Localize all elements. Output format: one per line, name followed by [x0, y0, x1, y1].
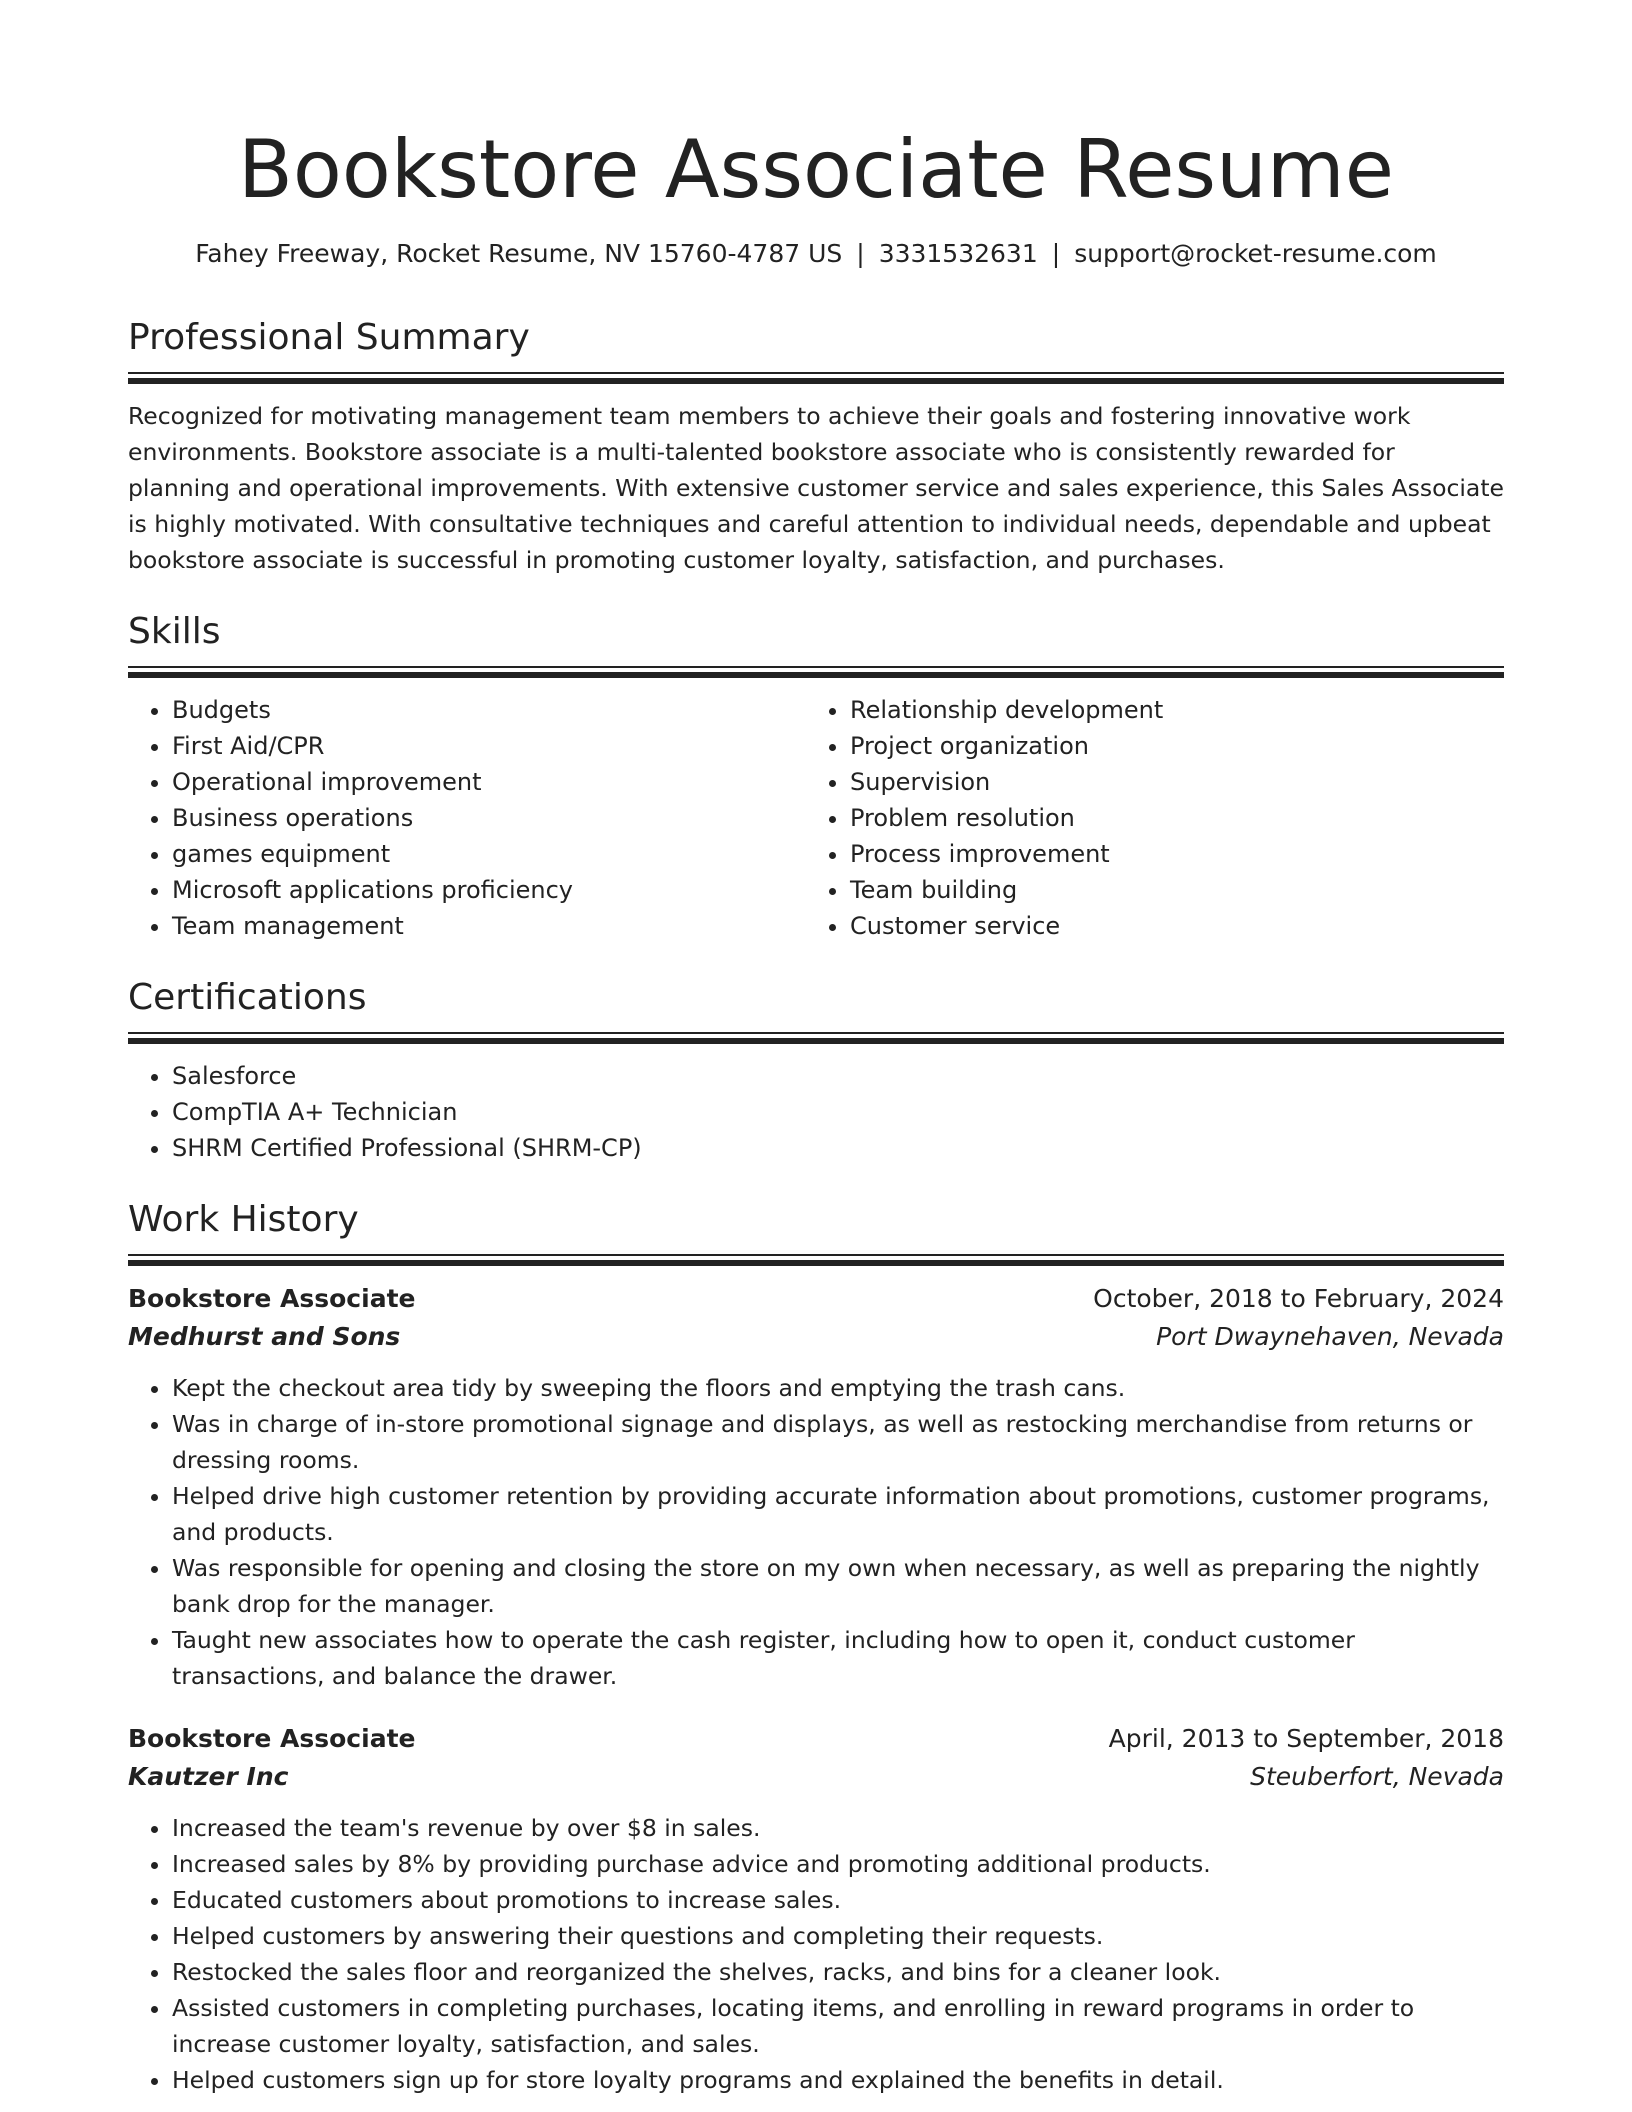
section-heading-summary: Professional Summary: [128, 317, 530, 358]
skill-item: • Project organization: [850, 728, 1484, 764]
job-title: Bookstore Associate: [128, 1284, 416, 1313]
skill-item: • Relationship development: [850, 692, 1484, 728]
section-heading-skills: Skills: [128, 611, 221, 652]
skill-item: • Business operations: [172, 800, 806, 836]
page-title: Bookstore Associate Resume: [238, 123, 1394, 216]
contact-phone: 3331532631: [878, 239, 1038, 268]
resume-page: [128, 116, 1504, 2098]
skill-item: • Budgets: [172, 692, 806, 728]
skills-column-right: [806, 692, 1484, 944]
contact-separator: |: [856, 239, 865, 268]
skill-item: • Supervision: [850, 764, 1484, 800]
section-heading-certifications: Certifications: [128, 977, 367, 1018]
section-divider: [128, 1032, 1504, 1044]
job-dates: October, 2018 to February, 2024: [1093, 1284, 1504, 1313]
certification-item: • SHRM Certified Professional (SHRM-CP): [172, 1130, 1504, 1166]
certifications-section: [128, 974, 1504, 1166]
job-entry: [128, 1280, 1504, 1694]
contact-line: [128, 236, 1504, 272]
section-divider: [128, 666, 1504, 678]
skills-section: [128, 608, 1504, 944]
skill-item: • Operational improvement: [172, 764, 806, 800]
job-bullet: • Increased sales by 8% by providing purchase advice and promoting additional products.: [172, 1846, 1504, 1882]
summary-text: Recognized for motivating management team members to achieve their goals and fostering innovative work environments. Bookstore associate is a multi-talented bookstore associate who is consistently rewarded for planning and operational improvements. With extensive customer service and sales experience, this Sales Associate is highly motivated. With consultative techniques and careful attention to individual needs, dependable and upbeat bookstore associate is successful in promoting customer loyalty, satisfaction, and purchases.: [128, 402, 1505, 574]
contact-address: Fahey Freeway, Rocket Resume, NV 15760-4787 US: [195, 239, 843, 268]
job-dates: April, 2013 to September, 2018: [1108, 1724, 1504, 1753]
certification-item: • Salesforce: [172, 1058, 1504, 1094]
skill-item: • Customer service: [850, 908, 1484, 944]
work-history-section: [128, 1196, 1504, 2098]
skill-item: • First Aid/CPR: [172, 728, 806, 764]
skills-column-left: [128, 692, 806, 944]
job-entry: [128, 1720, 1504, 2098]
section-heading-work-history: Work History: [128, 1199, 359, 1240]
job-location: Steuberfort, Nevada: [1250, 1762, 1504, 1791]
job-bullet: • Helped drive high customer retention by providing accurate information about promotions, customer programs, and products.: [172, 1478, 1504, 1550]
job-company: Medhurst and Sons: [128, 1322, 401, 1351]
job-bullet: • Restocked the sales floor and reorganized the shelves, racks, and bins for a cleaner look.: [172, 1954, 1504, 1990]
job-bullet: • Kept the checkout area tidy by sweeping the floors and emptying the trash cans.: [172, 1370, 1504, 1406]
job-location: Port Dwaynehaven, Nevada: [1156, 1322, 1504, 1351]
contact-email: support@rocket-resume.com: [1074, 239, 1437, 268]
job-company: Kautzer Inc: [128, 1762, 289, 1791]
certification-item: • CompTIA A+ Technician: [172, 1094, 1504, 1130]
skill-item: • Microsoft applications proficiency: [172, 872, 806, 908]
job-bullet: • Assisted customers in completing purchases, locating items, and enrolling in reward programs in order to increase customer loyalty, satisfaction, and sales.: [172, 1990, 1504, 2062]
job-bullet: • Was responsible for opening and closing the store on my own when necessary, as well as preparing the nightly bank drop for the manager.: [172, 1550, 1504, 1622]
section-divider: [128, 1254, 1504, 1266]
job-title: Bookstore Associate: [128, 1724, 416, 1753]
skill-item: • Process improvement: [850, 836, 1484, 872]
section-divider: [128, 372, 1504, 384]
skill-item: • Problem resolution: [850, 800, 1484, 836]
job-bullet: • Was in charge of in-store promotional signage and displays, as well as restocking merchandise from returns or dressing rooms.: [172, 1406, 1504, 1478]
skill-item: • games equipment: [172, 836, 806, 872]
skill-item: • Team management: [172, 908, 806, 944]
job-bullet: • Helped customers by answering their questions and completing their requests.: [172, 1918, 1504, 1954]
skill-item: • Team building: [850, 872, 1484, 908]
job-bullet: • Educated customers about promotions to increase sales.: [172, 1882, 1504, 1918]
contact-separator: |: [1051, 239, 1061, 268]
job-bullet: • Helped customers sign up for store loyalty programs and explained the benefits in detail.: [172, 2062, 1504, 2098]
job-bullet: • Increased the team's revenue by over $8 in sales.: [172, 1810, 1504, 1846]
summary-section: [128, 314, 1504, 578]
job-bullet: • Taught new associates how to operate the cash register, including how to open it, conduct customer transactions, and balance the drawer.: [172, 1622, 1504, 1694]
